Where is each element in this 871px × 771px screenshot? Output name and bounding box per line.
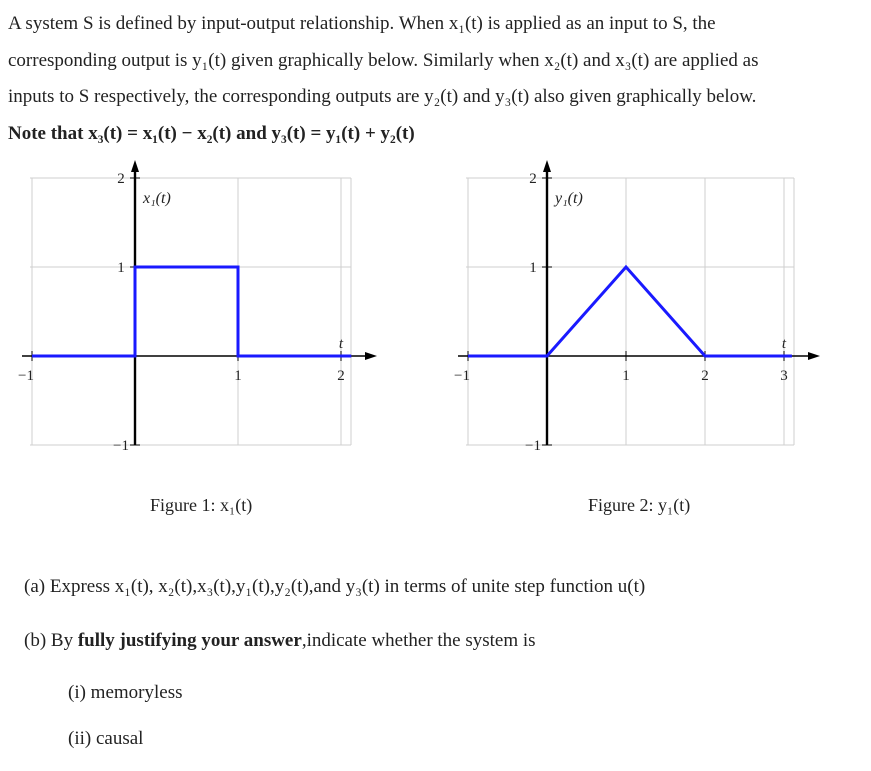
y-axis-label: y₁(t)	[555, 190, 583, 207]
problem-line-2: corresponding output is y₁(t) given graphically below. Similarly when x₂(t) and x₃(t) are applied as	[8, 49, 759, 71]
figure-1-chart	[0, 160, 380, 480]
x-tick-label: 3	[780, 368, 788, 384]
x-tick-label: −1	[454, 368, 470, 384]
x-axis-arrow	[365, 352, 377, 360]
x-axis-label: t	[781, 336, 787, 352]
question-b	[24, 630, 536, 652]
question-a: (a) Express x₁(t), x₂(t),x₃(t),y₁(t),y₂(t),and y₃(t) in terms of unite step function u(t)	[24, 576, 646, 597]
x-tick-label: 1	[234, 368, 242, 384]
figure-2-chart	[440, 160, 860, 480]
y-tick-label: −1	[525, 438, 541, 454]
y-tick-label: 2	[529, 171, 537, 187]
question-b-suffix: ,indicate whether the system is	[301, 630, 536, 651]
x-axis-label: t	[338, 336, 344, 352]
figure-1-caption: Figure 1: x₁(t)	[150, 495, 253, 515]
y-axis-arrow	[543, 160, 551, 172]
x-tick-label: 2	[701, 368, 709, 384]
problem-line-3: inputs to S respectively, the corresponding outputs are y₂(t) and y₃(t) also given graphically below.	[8, 86, 757, 107]
figure-2	[440, 160, 860, 484]
question-b-bold: fully justifying your answer	[77, 630, 302, 651]
question-b-i: (i) memoryless	[68, 682, 183, 703]
x-axis-arrow	[808, 352, 820, 360]
x-tick-label: 1	[622, 368, 630, 384]
y-tick-label: 1	[117, 260, 125, 276]
y-axis-label: x₁(t)	[143, 190, 171, 207]
problem-note: Note that x₃(t) = x₁(t) − x₂(t) and y₃(t) = y₁(t) + y₂(t)	[8, 122, 415, 144]
y-tick-label: 1	[529, 260, 537, 276]
problem-statement	[8, 6, 863, 152]
y-axis-arrow	[131, 160, 139, 172]
series-line	[468, 267, 792, 356]
question-b-ii: (ii) causal	[68, 728, 144, 749]
figure-1	[0, 160, 380, 484]
problem-line-1: A system S is defined by input-output relationship. When x₁(t) is applied as an input to S, the	[8, 13, 716, 34]
figure-2-caption: Figure 2: y₁(t)	[588, 495, 691, 515]
y-tick-label: 2	[117, 171, 125, 187]
x-tick-label: −1	[18, 368, 34, 384]
y-tick-label: −1	[113, 438, 129, 454]
x-tick-label: 2	[337, 368, 345, 384]
series-line	[32, 267, 351, 356]
question-b-prefix: (b) By	[24, 630, 78, 651]
